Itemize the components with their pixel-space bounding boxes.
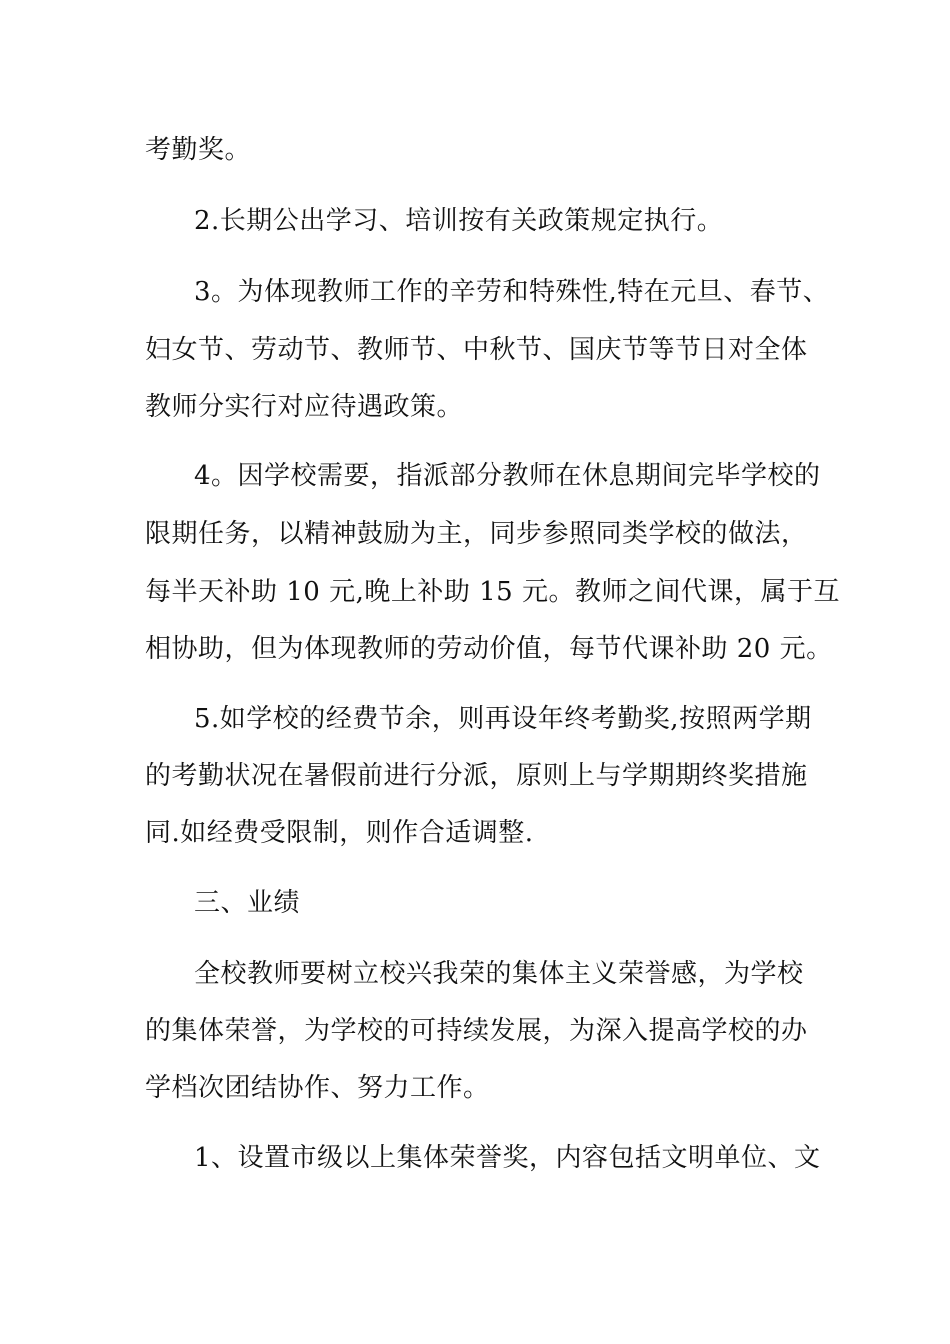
text-line: 相协助，但为体现教师的劳动价值，每节代课补助 20 元。 [145, 634, 833, 664]
text-line: 3。为体现教师工作的辛劳和特殊性,特在元旦、春节、 [194, 277, 830, 307]
text-line: 1、设置市级以上集体荣誉奖，内容包括文明单位、文 [194, 1143, 821, 1173]
text-line: 教师分实行对应待遇政策。 [145, 392, 464, 422]
text-line: 学档次团结协作、努力工作。 [145, 1073, 490, 1103]
text-line: 5.如学校的经费节余，则再设年终考勤奖,按照两学期 [194, 704, 812, 734]
text-line: 全校教师要树立校兴我荣的集体主义荣誉感，为学校 [194, 959, 804, 989]
text-line: 2.长期公出学习、培训按有关政策规定执行。 [194, 206, 724, 236]
text-line: 的考勤状况在暑假前进行分派，原则上与学期期终奖措施 [145, 761, 808, 791]
text-line: 同.如经费受限制，则作合适调整. [145, 818, 534, 848]
text-line: 限期任务，以精神鼓励为主，同步参照同类学校的做法， [145, 519, 808, 549]
section-heading: 三、业绩 [194, 888, 301, 918]
text-line: 妇女节、劳动节、教师节、中秋节、国庆节等节日对全体 [145, 335, 808, 365]
text-line: 考勤奖。 [145, 135, 252, 165]
text-line: 4。因学校需要，指派部分教师在休息期间完毕学校的 [194, 461, 821, 491]
text-line: 每半天补助 10 元,晚上补助 15 元。教师之间代课，属于互 [145, 577, 840, 607]
text-line: 的集体荣誉，为学校的可持续发展，为深入提高学校的办 [145, 1016, 808, 1046]
